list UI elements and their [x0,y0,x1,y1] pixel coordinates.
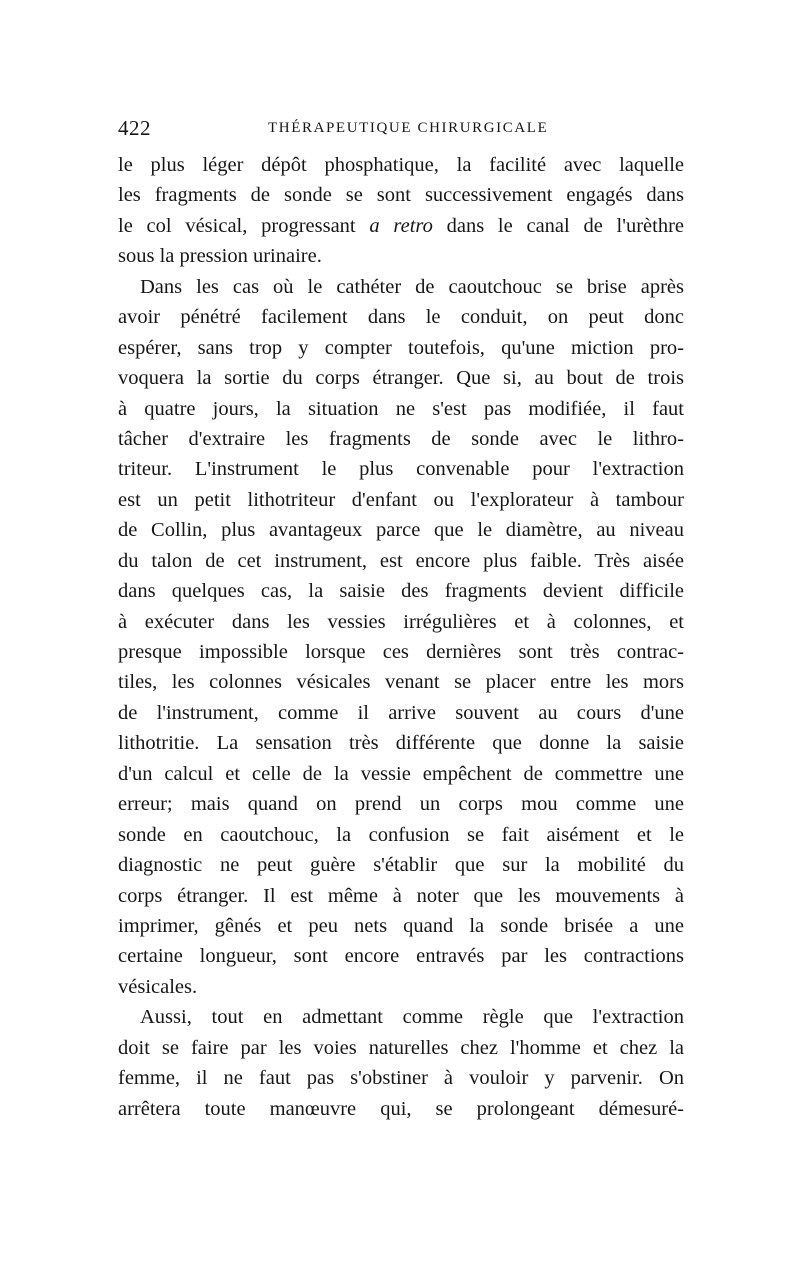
text-line: corps étranger. Il est même à noter que les mouvements à [118,884,684,907]
text-line: femme, il ne faut pas s'obstiner à vouloir y parvenir. On [118,1067,684,1090]
text-line: triteur. L'instrument le plus convenable pour l'extraction [118,458,684,481]
text-line: sous la pression urinaire. [118,245,322,268]
text-line: les fragments de sonde se sont successivement engagés dans [118,184,684,207]
text-line: arrêtera toute manœuvre qui, se prolongeant démesuré- [118,1097,684,1120]
italic-phrase: a retro [369,214,433,237]
text-line: à exécuter dans les vessies irrégulières et à colonnes, et [118,610,684,633]
text-line: imprimer, gênés et peu nets quand la sonde brisée a une [118,914,684,937]
text-line: est un petit lithotriteur d'enfant ou l'explorateur à tambour [118,488,684,511]
text-line: avoir pénétré facilement dans le conduit, on peut donc [118,306,684,329]
text-line: certaine longueur, sont encore entravés par les contractions [118,945,684,968]
text-line: lithotritie. La sensation très différente que donne la saisie [118,732,684,755]
running-title: THÉRAPEUTIQUE CHIRURGICALE [268,120,549,136]
text-line: le plus léger dépôt phosphatique, la facilité avec laquelle [118,154,684,176]
text-line: sonde en caoutchouc, la confusion se fait aisément et le [118,823,684,846]
text-line: tiles, les colonnes vésicales venant se placer entre les mors [118,671,684,694]
text-line: dans quelques cas, la saisie des fragments devient difficile [118,580,684,603]
text-line: diagnostic ne peut guère s'établir que sur la mobilité du [118,854,684,877]
text-line: le col vésical, progressant a retro dans le canal de l'urèthre [118,214,684,237]
page-header [118,116,684,142]
text-line: espérer, sans trop y compter toutefois, qu'une miction pro- [118,336,684,359]
text-line: d'un calcul et celle de la vessie empêchent de commettre une [118,762,684,785]
text-line: de l'instrument, comme il arrive souvent au cours d'une [118,701,684,724]
text-line: vésicales. [118,975,198,998]
text-line: de Collin, plus avantageux parce que le diamètre, au niveau [118,519,684,542]
text-line: voquera la sortie du corps étranger. Que si, au bout de trois [118,367,684,390]
text-line: Dans les cas où le cathéter de caoutchouc se brise après [140,275,684,298]
text-line: Aussi, tout en admettant comme règle que l'extraction [140,1006,684,1029]
text-line: presque impossible lorsque ces dernières sont très contrac- [118,641,684,663]
page-number: 422 [118,116,151,140]
body-text [118,150,684,1124]
text-line: erreur; mais quand on prend un corps mou comme une [118,793,684,816]
text-line: du talon de cet instrument, est encore plus faible. Très aisée [118,549,684,572]
text-line: doit se faire par les voies naturelles chez l'homme et chez la [118,1036,684,1059]
text-line: à quatre jours, la situation ne s'est pas modifiée, il faut [118,397,684,420]
text-line: tâcher d'extraire les fragments de sonde avec le lithro- [118,427,684,450]
